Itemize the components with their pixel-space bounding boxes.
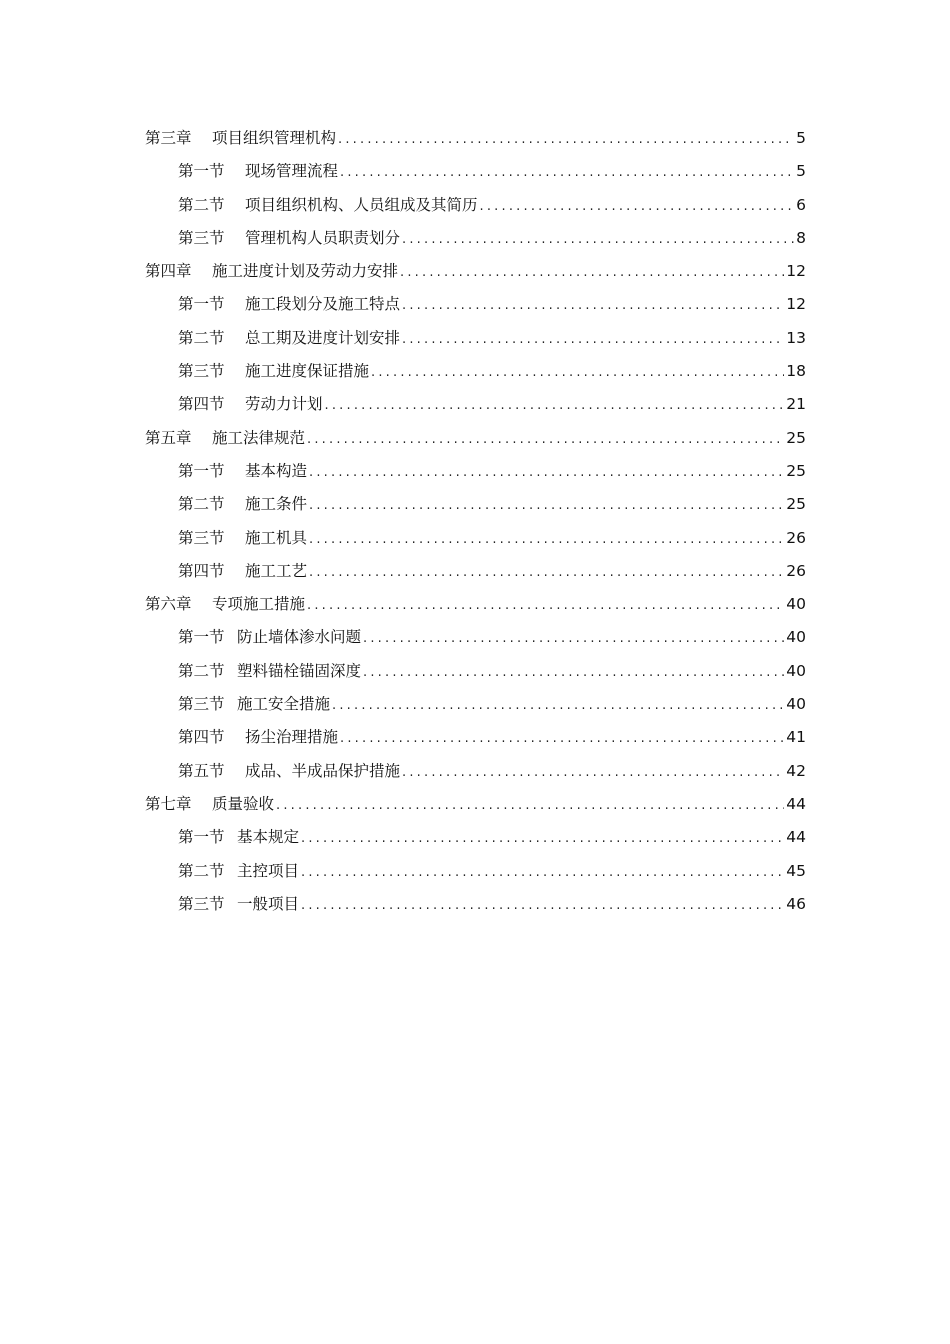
toc-entry-title: 施工条件 — [245, 495, 308, 514]
toc-entry-number: 第五章 — [145, 428, 192, 447]
toc-entry-number: 第二节 — [178, 328, 225, 347]
toc-entry-title: 塑料锚栓锚固深度 — [237, 661, 362, 680]
toc-entry-label — [145, 792, 274, 816]
toc-section-entry[interactable] — [145, 892, 806, 925]
toc-entry-page-number: 5 — [796, 162, 806, 181]
toc-entry-label — [178, 625, 361, 649]
toc-entry-title: 总工期及进度计划安排 — [245, 328, 401, 347]
toc-entry-number: 第二节 — [178, 195, 225, 214]
dot-leader — [340, 161, 794, 185]
dot-leader — [301, 827, 784, 851]
toc-entry-title: 质量验收 — [212, 794, 275, 813]
toc-entry-page-number: 40 — [786, 695, 806, 714]
toc-entry-title: 项目组织机构、人员组成及其简历 — [245, 195, 478, 214]
toc-entry-number: 第一节 — [178, 828, 225, 847]
toc-entry-page-number: 25 — [786, 428, 806, 447]
dot-leader — [338, 128, 794, 152]
toc-entry-page-number: 12 — [786, 262, 806, 281]
dot-leader — [309, 494, 784, 518]
toc-entry-label — [178, 692, 330, 716]
toc-entry-number: 第七章 — [145, 794, 192, 813]
toc-entry-page-number: 6 — [796, 195, 806, 214]
toc-entry-label — [145, 126, 336, 150]
dot-leader — [402, 228, 794, 252]
toc-chapter-entry[interactable] — [145, 792, 806, 825]
toc-entry-page-number: 26 — [786, 528, 806, 547]
toc-entry-label — [178, 392, 323, 416]
toc-entry-label — [178, 492, 307, 516]
dot-leader — [402, 294, 784, 318]
toc-entry-page-number: 40 — [786, 628, 806, 647]
toc-entry-number: 第三章 — [145, 129, 192, 147]
toc-chapter-entry[interactable] — [145, 259, 806, 292]
toc-entry-page-number: 12 — [786, 295, 806, 314]
toc-entry-number: 第三节 — [178, 362, 225, 381]
dot-leader — [307, 594, 784, 618]
toc-chapter-entry[interactable] — [145, 426, 806, 459]
toc-entry-number: 第三节 — [178, 228, 225, 247]
toc-entry-label — [145, 592, 305, 616]
table-of-contents — [145, 126, 806, 925]
toc-section-entry[interactable] — [145, 492, 806, 525]
dot-leader — [400, 261, 784, 285]
toc-entry-label — [178, 759, 400, 783]
toc-entry-number: 第六章 — [145, 595, 192, 614]
toc-entry-title: 主控项目 — [237, 861, 300, 880]
toc-section-entry[interactable] — [145, 559, 806, 592]
toc-entry-number: 第三节 — [178, 894, 225, 913]
toc-section-entry[interactable] — [145, 326, 806, 359]
toc-entry-title: 施工段划分及施工特点 — [245, 295, 401, 314]
toc-entry-label — [178, 825, 299, 849]
toc-entry-label — [178, 659, 361, 683]
toc-entry-number: 第一节 — [178, 162, 225, 181]
toc-section-entry[interactable] — [145, 193, 806, 226]
toc-entry-title: 一般项目 — [237, 894, 300, 913]
toc-entry-label — [178, 159, 338, 183]
toc-entry-label — [178, 725, 338, 749]
toc-section-entry[interactable] — [145, 459, 806, 492]
toc-entry-number: 第五节 — [178, 761, 225, 780]
dot-leader — [363, 627, 784, 651]
toc-entry-title: 施工机具 — [245, 528, 308, 547]
toc-entry-page-number: 25 — [786, 495, 806, 514]
toc-entry-label — [178, 526, 307, 550]
toc-entry-number: 第二节 — [178, 661, 225, 680]
dot-leader — [363, 661, 784, 685]
toc-entry-title: 成品、半成品保护措施 — [245, 761, 401, 780]
toc-entry-page-number: 44 — [786, 794, 806, 813]
toc-entry-page-number: 45 — [786, 861, 806, 880]
toc-entry-page-number: 41 — [786, 728, 806, 747]
toc-entry-label — [178, 859, 299, 883]
toc-entry-label — [145, 426, 305, 450]
toc-entry-title: 基本规定 — [237, 828, 300, 847]
toc-entry-page-number: 8 — [796, 228, 806, 247]
toc-entry-page-number: 21 — [786, 395, 806, 414]
toc-section-entry[interactable] — [145, 526, 806, 559]
dot-leader — [332, 694, 784, 718]
toc-section-entry[interactable] — [145, 825, 806, 858]
dot-leader — [301, 861, 784, 885]
toc-entry-number: 第二节 — [178, 861, 225, 880]
toc-entry-number: 第四节 — [178, 395, 225, 414]
dot-leader — [340, 727, 784, 751]
toc-chapter-entry[interactable] — [145, 126, 806, 159]
toc-section-entry[interactable] — [145, 159, 806, 192]
toc-section-entry[interactable] — [145, 392, 806, 425]
toc-entry-title: 专项施工措施 — [212, 595, 306, 614]
toc-entry-title: 劳动力计划 — [245, 395, 323, 414]
dot-leader — [309, 461, 784, 485]
toc-entry-number: 第四节 — [178, 728, 225, 747]
toc-entry-page-number: 42 — [786, 761, 806, 780]
dot-leader — [371, 361, 784, 385]
toc-entry-label — [178, 559, 307, 583]
toc-entry-label — [178, 292, 400, 316]
toc-entry-page-number: 18 — [786, 362, 806, 381]
toc-entry-page-number: 46 — [786, 894, 806, 913]
dot-leader — [402, 761, 784, 785]
toc-entry-label — [178, 226, 400, 250]
toc-section-entry[interactable] — [145, 725, 806, 758]
dot-leader — [307, 428, 784, 452]
toc-entry-page-number: 25 — [786, 461, 806, 480]
toc-entry-page-number: 26 — [786, 561, 806, 580]
toc-entry-title: 现场管理流程 — [245, 162, 339, 181]
dot-leader — [325, 394, 785, 418]
toc-entry-title: 项目组织管理机构 — [212, 129, 337, 147]
toc-entry-title: 扬尘治理措施 — [245, 728, 339, 747]
toc-section-entry[interactable] — [145, 759, 806, 792]
toc-entry-label — [178, 459, 307, 483]
toc-entry-label — [178, 193, 478, 217]
dot-leader — [480, 195, 795, 219]
toc-entry-number: 第二节 — [178, 495, 225, 514]
toc-entry-title: 施工法律规范 — [212, 428, 306, 447]
toc-entry-label — [178, 359, 369, 383]
toc-entry-label — [178, 892, 299, 916]
toc-chapter-entry[interactable] — [145, 592, 806, 625]
toc-entry-number: 第三节 — [178, 695, 225, 714]
toc-section-entry[interactable] — [145, 625, 806, 658]
toc-entry-number: 第三节 — [178, 528, 225, 547]
dot-leader — [309, 561, 784, 585]
toc-entry-page-number: 44 — [786, 828, 806, 847]
toc-entry-label — [145, 259, 398, 283]
toc-entry-number: 第一节 — [178, 461, 225, 480]
toc-entry-label — [178, 326, 400, 350]
toc-entry-number: 第四节 — [178, 561, 225, 580]
toc-section-entry[interactable] — [145, 292, 806, 325]
toc-entry-page-number: 40 — [786, 661, 806, 680]
toc-section-entry[interactable] — [145, 226, 806, 259]
toc-entry-number: 第一节 — [178, 628, 225, 647]
toc-section-entry[interactable] — [145, 692, 806, 725]
toc-entry-title: 施工进度计划及劳动力安排 — [212, 262, 399, 281]
toc-entry-page-number: 40 — [786, 595, 806, 614]
dot-leader — [301, 894, 784, 918]
toc-entry-title: 防止墙体渗水问题 — [237, 628, 362, 647]
dot-leader — [402, 328, 784, 352]
toc-entry-number: 第一节 — [178, 295, 225, 314]
toc-entry-title: 施工安全措施 — [237, 695, 331, 714]
toc-entry-page-number: 5 — [796, 129, 806, 147]
dot-leader — [276, 794, 784, 818]
toc-entry-title: 管理机构人员职责划分 — [245, 228, 401, 247]
toc-section-entry[interactable] — [145, 659, 806, 692]
toc-entry-number: 第四章 — [145, 262, 192, 281]
toc-section-entry[interactable] — [145, 359, 806, 392]
toc-entry-title: 施工工艺 — [245, 561, 308, 580]
dot-leader — [309, 528, 784, 552]
toc-entry-title: 施工进度保证措施 — [245, 362, 370, 381]
toc-section-entry[interactable] — [145, 859, 806, 892]
toc-entry-title: 基本构造 — [245, 461, 308, 480]
toc-entry-page-number: 13 — [786, 328, 806, 347]
